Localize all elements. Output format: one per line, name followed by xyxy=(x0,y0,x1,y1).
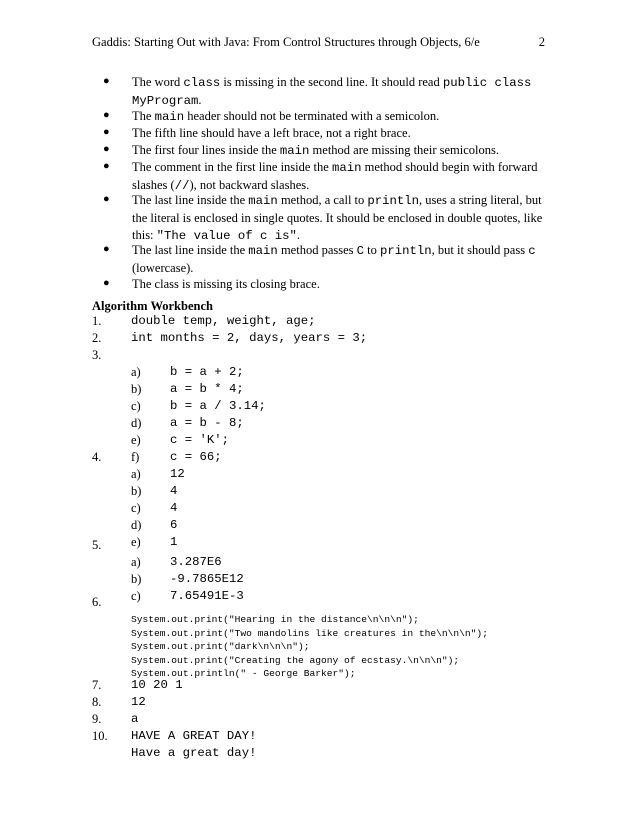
inline-code: main xyxy=(248,194,278,208)
code-line: 12 xyxy=(131,695,146,709)
text-run: , uses a string literal, but the literal is enclosed in single quotes. It should be enclosed in double quotes, like this: xyxy=(132,193,543,242)
code-line: System.out.println(" - George Barker"); xyxy=(131,668,356,679)
code-line: System.out.print("Creating the agony of ecstasy.\n\n\n"); xyxy=(131,654,460,666)
page-header xyxy=(92,35,545,50)
sub-label: d) xyxy=(131,416,142,430)
inline-code: c xyxy=(528,244,536,258)
code-line: Have a great day! xyxy=(131,746,257,760)
code-line: 12 xyxy=(170,467,185,481)
bullet-marker: ● xyxy=(103,160,110,172)
text-run: The comment in the first line inside the xyxy=(132,160,332,174)
sub-label: b) xyxy=(131,382,142,396)
inline-code: println xyxy=(380,244,432,258)
inline-code: // xyxy=(174,179,190,193)
sub-label: c) xyxy=(131,589,141,603)
bullet-marker: ● xyxy=(103,75,110,87)
code-line: HAVE A GREAT DAY! xyxy=(131,729,257,743)
text-run: to xyxy=(364,243,381,257)
text-run: The first four lines inside the xyxy=(132,143,280,157)
bullet-item xyxy=(132,159,552,195)
bullet-item xyxy=(132,125,552,142)
item-number: 9. xyxy=(92,712,102,726)
bullet-item xyxy=(132,192,552,245)
item-number: 3. xyxy=(92,348,102,362)
code-line: 4 xyxy=(170,501,178,515)
item-number: 4. xyxy=(92,450,102,464)
header-title: Gaddis: Starting Out with Java: From Control Structures through Objects, 6/e xyxy=(92,35,480,49)
bullet-item xyxy=(132,242,552,277)
item-number: 7. xyxy=(92,678,102,692)
code-line: System.out.print("Two mandolins like creatures in the\n\n\n"); xyxy=(131,627,488,639)
inline-code: main xyxy=(279,144,310,158)
sub-label: b) xyxy=(131,484,142,498)
item-number: 1. xyxy=(92,314,102,328)
code-line: c = 'K'; xyxy=(170,433,230,447)
code-line: int months = 2, days, years = 3; xyxy=(131,331,368,345)
code-line: 1 xyxy=(170,535,178,549)
code-line: System.out.print("dark\n\n\n"); xyxy=(131,641,310,652)
inline-code: main xyxy=(331,161,362,175)
text-run: method passes xyxy=(277,243,357,257)
sub-label: a) xyxy=(131,365,141,379)
code-line: 10 20 1 xyxy=(131,678,183,692)
text-run: The fifth line should have a left brace, not a right brace. xyxy=(132,126,411,140)
code-line: b = a + 2; xyxy=(170,365,244,379)
item-number: 10. xyxy=(92,729,108,743)
item-number: 8. xyxy=(92,695,102,709)
text-run: is missing in the second line. It should read xyxy=(220,75,443,89)
item-number: 5. xyxy=(92,538,102,552)
bullet-item xyxy=(132,276,552,293)
code-line: double temp, weight, age; xyxy=(131,314,316,328)
sub-label: b) xyxy=(131,572,142,586)
bullet-item xyxy=(132,74,552,110)
bullet-marker: ● xyxy=(103,109,110,121)
text-run: The last line inside the xyxy=(132,243,249,257)
sub-label: c) xyxy=(131,501,141,515)
sub-label: a) xyxy=(131,467,141,481)
code-line: 3.287E6 xyxy=(170,555,222,569)
text-run: , but it should pass xyxy=(431,243,529,257)
section-title: Algorithm Workbench xyxy=(92,299,213,313)
text-run: The xyxy=(132,109,155,123)
bullet-item xyxy=(132,142,552,160)
inline-code: class xyxy=(183,76,221,90)
text-run: . xyxy=(198,93,202,107)
code-line: System.out.print("Hearing in the distance\n\n\n"); xyxy=(131,614,419,625)
item-number: 6. xyxy=(92,595,102,609)
code-line: a xyxy=(131,712,139,726)
inline-code: C xyxy=(356,244,365,258)
inline-code: main xyxy=(248,244,278,258)
code-line: b = a / 3.14; xyxy=(170,399,266,413)
bullet-marker: ● xyxy=(103,243,110,255)
inline-code: println xyxy=(367,194,420,208)
text-run: method should begin with forward slashes ( xyxy=(132,160,538,192)
item-number: 2. xyxy=(92,331,102,345)
text-run: ), not backward slashes. xyxy=(189,178,310,192)
bullet-marker: ● xyxy=(103,193,110,205)
code-line: 6 xyxy=(170,518,178,532)
inline-code: public class MyProgram xyxy=(132,76,532,108)
sub-label: c) xyxy=(131,399,141,413)
text-run: method, a call to xyxy=(277,193,368,207)
sub-label: e) xyxy=(131,433,141,447)
sub-label: d) xyxy=(131,518,142,532)
bullet-marker: ● xyxy=(103,126,110,138)
code-line: c = 66; xyxy=(170,450,222,464)
text-run: header should not be terminated with a semicolon. xyxy=(184,109,440,123)
bullet-marker: ● xyxy=(103,143,110,155)
text-run: (lowercase). xyxy=(132,261,194,275)
text-run: The last line inside the xyxy=(132,193,249,207)
text-run: method are missing their semicolons. xyxy=(309,143,499,157)
inline-code: main xyxy=(154,110,185,124)
sub-label: f) xyxy=(131,450,140,464)
code-line: a = b - 8; xyxy=(170,416,244,430)
text-run: . xyxy=(296,228,301,242)
bullet-item xyxy=(132,108,552,126)
inline-code: "The value of c is" xyxy=(156,229,297,243)
sub-label: e) xyxy=(131,535,141,549)
bullet-marker: ● xyxy=(103,277,110,289)
code-line: 7.65491E-3 xyxy=(170,589,244,603)
code-line: a = b * 4; xyxy=(170,382,244,396)
text-run: The class is missing its closing brace. xyxy=(132,277,320,291)
code-line: -9.7865E12 xyxy=(170,572,244,586)
sub-label: a) xyxy=(131,555,141,569)
text-run: The word xyxy=(132,75,184,89)
page-number: 2 xyxy=(538,35,545,49)
code-line: 4 xyxy=(170,484,178,498)
